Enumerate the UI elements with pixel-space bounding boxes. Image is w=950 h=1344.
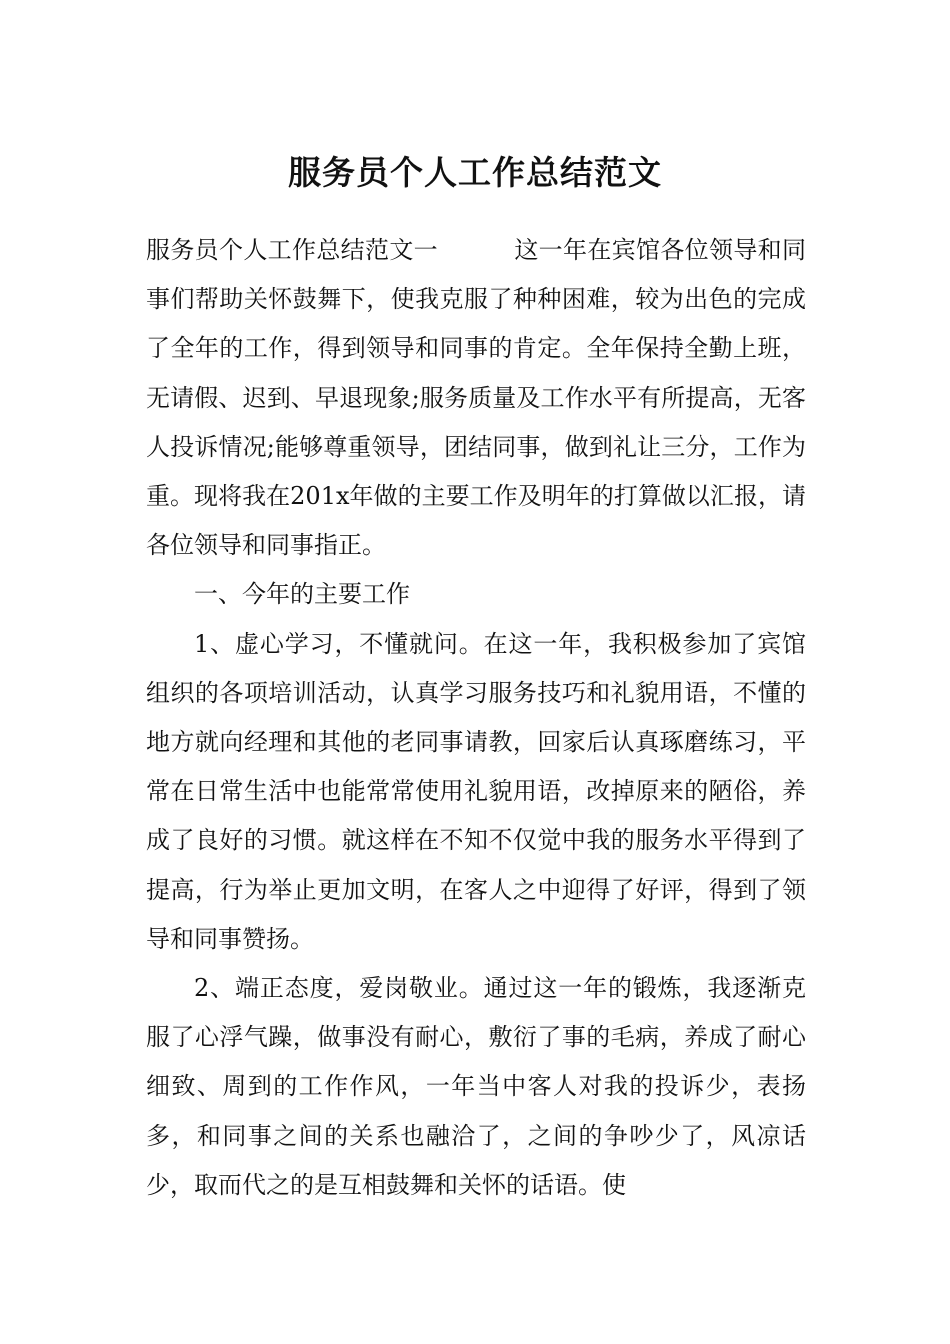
document-body <box>146 226 806 1210</box>
document-title: 服务员个人工作总结范文 <box>288 153 662 193</box>
intro-text: 这一年在宾馆各位领导和同事们帮助关怀鼓舞下，使我克服了种种困难，较为出色的完成了全年的工作，得到领导和同事的肯定。全年保持全勤上班，无请假、迟到、早退现象;服务质量及工作水平有所提高，无客人投诉情况;能够尊重领导，团结同事，做到礼让三分，工作为重。现将我在201x年做的主要工作及明年的打算做以汇报，请各位领导和同事指正。 <box>146 236 806 560</box>
intro-heading: 服务员个人工作总结范文一 <box>146 236 438 264</box>
intro-paragraph <box>146 226 806 570</box>
item-2-paragraph: 2、端正态度，爱岗敬业。通过这一年的锻炼，我逐渐克服了心浮气躁，做事没有耐心，敷衍了事的毛病，养成了耐心细致、周到的工作作风，一年当中客人对我的投诉少，表扬多，和同事之间的关系也融洽了，之间的争吵少了，风凉话少，取而代之的是互相鼓舞和关怀的话语。使 <box>146 974 806 1199</box>
item-1-paragraph: 1、虚心学习，不懂就问。在这一年，我积极参加了宾馆组织的各项培训活动，认真学习服务技巧和礼貌用语，不懂的地方就向经理和其他的老同事请教，回家后认真琢磨练习，平常在日常生活中也能常常使用礼貌用语，改掉原来的陋俗，养成了良好的习惯。就这样在不知不仅觉中我的服务水平得到了提高，行为举止更加文明，在客人之中迎得了好评，得到了领导和同事赞扬。 <box>146 629 806 953</box>
section-heading: 一、今年的主要工作 <box>194 580 410 609</box>
